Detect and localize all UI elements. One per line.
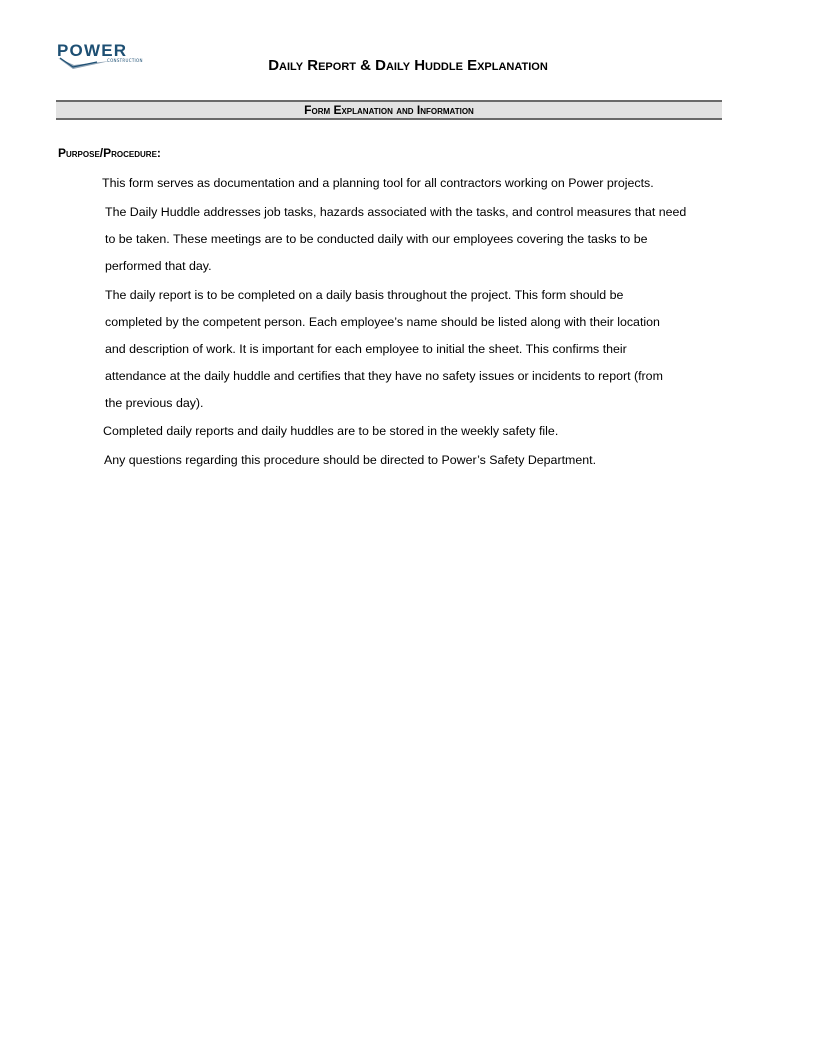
logo-wordmark: POWER <box>57 41 128 60</box>
section-header: Form Explanation and Information <box>56 100 722 120</box>
paragraph-daily-huddle <box>105 199 735 280</box>
paragraph-line: This form serves as documentation and a planning tool for all contractors working on Power projects. <box>102 176 654 190</box>
page-title-text: Daily Report & Daily Huddle Explanation <box>268 57 548 74</box>
paragraph-line: Completed daily reports and daily huddles are to be stored in the weekly safety file. <box>103 424 559 438</box>
paragraph-intro <box>102 170 732 197</box>
paragraph-line: Any questions regarding this procedure should be directed to Power’s Safety Department. <box>104 453 597 467</box>
page-title <box>0 56 816 76</box>
paragraph-line: The Daily Huddle addresses job tasks, hazards associated with the tasks, and control measures that need <box>105 205 687 219</box>
paragraph-questions <box>104 447 734 474</box>
paragraph-storage <box>103 418 733 445</box>
paragraph-line: The daily report is to be completed on a daily basis throughout the project. This form should be <box>105 288 624 302</box>
paragraph-line: the previous day). <box>105 396 204 410</box>
logo-subtitle: CONSTRUCTION <box>107 58 143 63</box>
purpose-label: Purpose/Procedure: <box>58 146 161 160</box>
paragraph-daily-report <box>105 282 735 417</box>
paragraph-line: performed that day. <box>105 259 212 273</box>
paragraph-line: attendance at the daily huddle and certifies that they have no safety issues or incidents to report (from <box>105 369 663 383</box>
paragraph-line: to be taken. These meetings are to be conducted daily with our employees covering the tasks to be <box>105 232 648 246</box>
paragraph-line: completed by the competent person. Each employee’s name should be listed along with their location <box>105 315 660 329</box>
paragraph-line: and description of work. It is important for each employee to initial the sheet. This confirms their <box>105 342 627 356</box>
